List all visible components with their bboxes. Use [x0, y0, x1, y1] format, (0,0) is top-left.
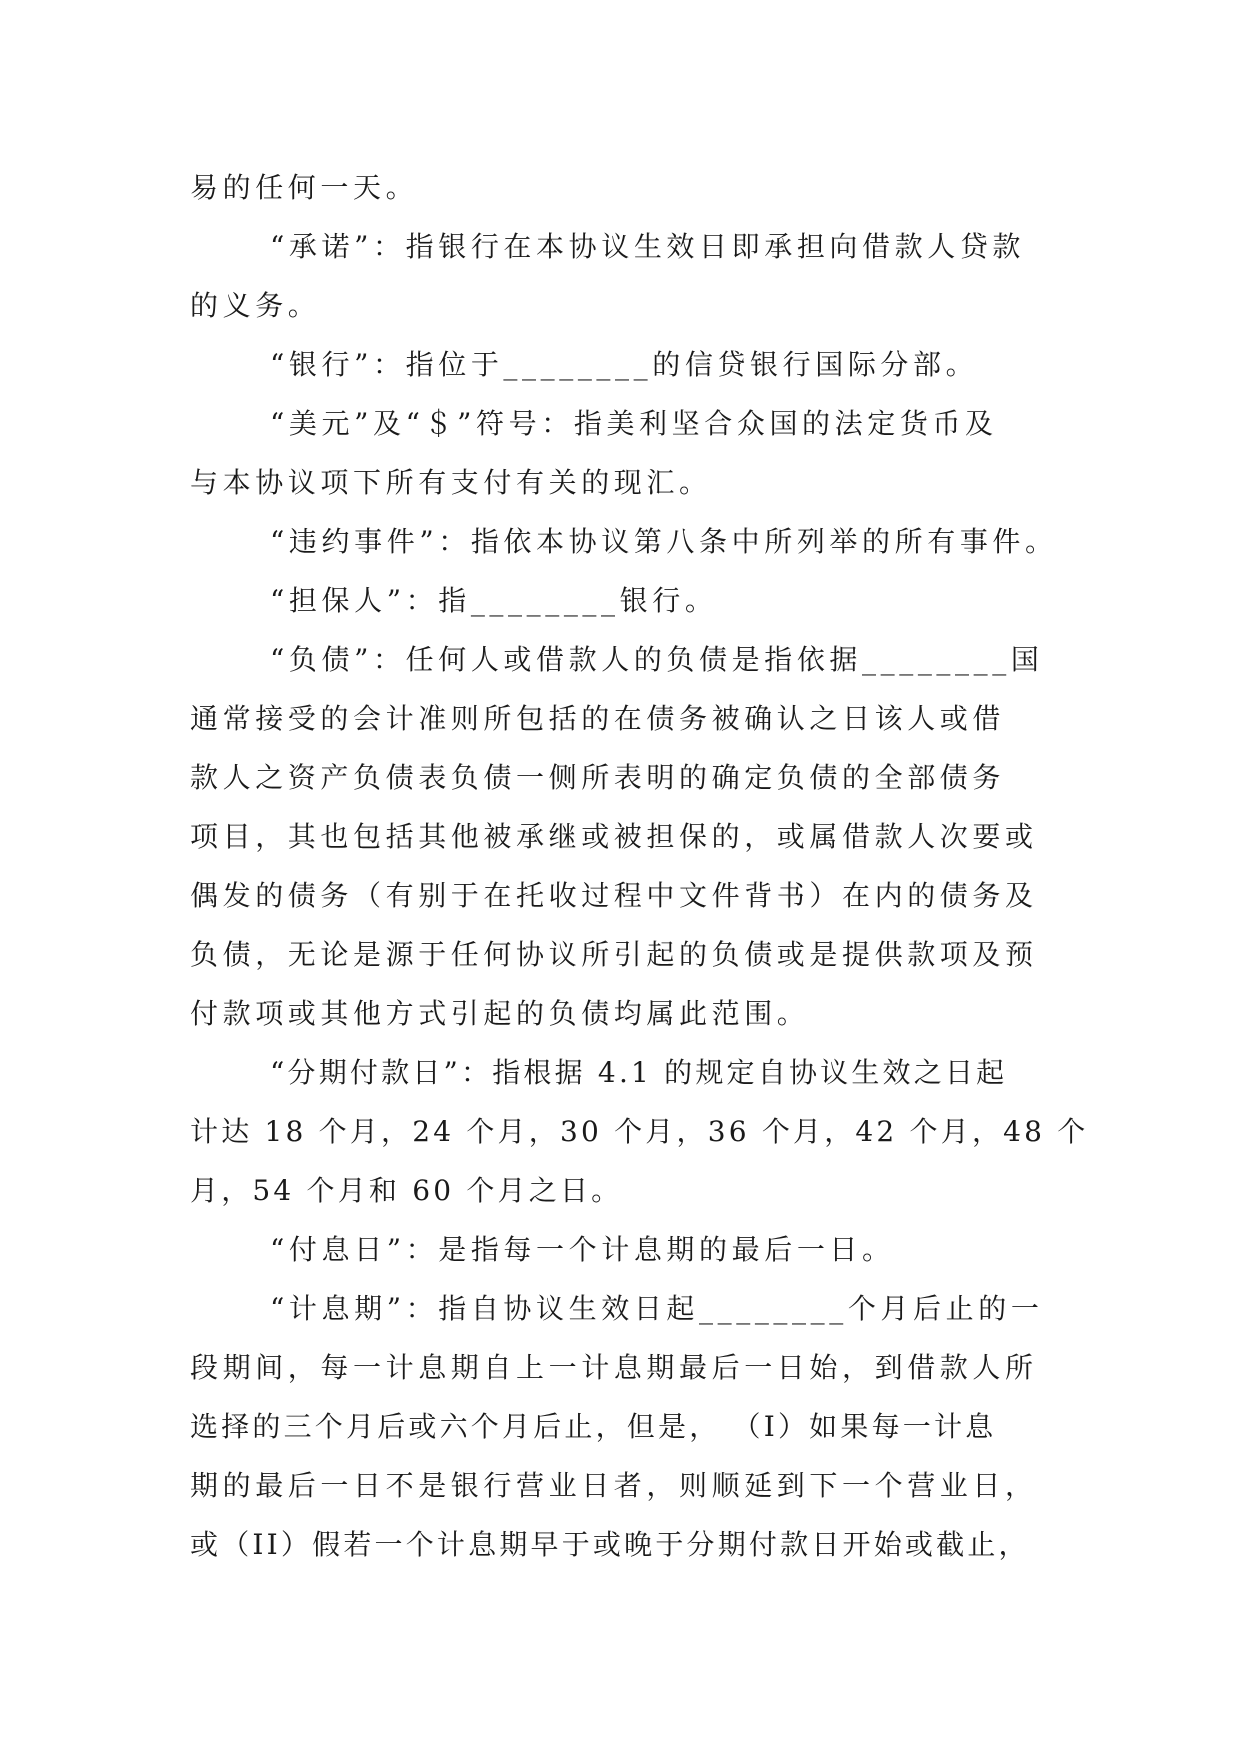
- paragraph-line: 偶发的债务（有别于在托收过程中文件背书）在内的债务及: [190, 879, 1038, 912]
- definition-commitment: “承诺”：指银行在本协议生效日即承担向借款人贷款: [270, 230, 1026, 263]
- paragraph-line: 的义务。: [190, 289, 321, 322]
- definition-guarantor: “担保人”：指________银行。: [270, 584, 718, 617]
- definition-event-of-default: “违约事件”：指依本协议第八条中所列举的所有事件。: [270, 525, 1058, 558]
- definition-bank: “银行”：指位于________的信贷银行国际分部。: [270, 348, 979, 381]
- paragraph-line: 款人之资产负债表负债一侧所表明的确定负债的全部债务: [190, 761, 1006, 794]
- definition-liabilities: “负债”：任何人或借款人的负债是指依据________国: [270, 643, 1044, 676]
- definition-interest-period: “计息期”：指自协议生效日起________个月后止的一: [270, 1292, 1044, 1325]
- paragraph-line: 段期间，每一计息期自上一计息期最后一日始，到借款人所: [190, 1351, 1038, 1384]
- definition-installment-date: “分期付款日”：指根据 4.1 的规定自协议生效之日起: [270, 1056, 1008, 1089]
- paragraph-line: 负债，无论是源于任何协议所引起的负债或是提供款项及预: [190, 938, 1038, 971]
- paragraph-line: 选择的三个月后或六个月后止，但是， （I）如果每一计息: [190, 1410, 997, 1443]
- document-body: [190, 158, 1089, 1574]
- paragraph-line: 易的任何一天。: [190, 171, 419, 204]
- definition-interest-payment-date: “付息日”：是指每一个计息期的最后一日。: [270, 1233, 895, 1266]
- paragraph-line: 月，54 个月和 60 个月之日。: [190, 1174, 623, 1207]
- paragraph-line: 通常接受的会计准则所包括的在债务被确认之日该人或借: [190, 702, 1006, 735]
- paragraph-line: 付款项或其他方式引起的负债均属此范围。: [190, 997, 810, 1030]
- definition-dollar: “美元”及“＄”符号：指美利坚合众国的法定货币及: [270, 407, 998, 440]
- paragraph-line: 期的最后一日不是银行营业日者，则顺延到下一个营业日，: [190, 1469, 1038, 1502]
- paragraph-line: 计达 18 个月，24 个月，30 个月，36 个月，42 个月，48 个: [190, 1115, 1089, 1148]
- paragraph-line: 或（II）假若一个计息期早于或晚于分期付款日开始或截止，: [190, 1528, 1030, 1561]
- paragraph-line: 与本协议项下所有支付有关的现汇。: [190, 466, 712, 499]
- paragraph-line: 项目，其也包括其他被承继或被担保的，或属借款人次要或: [190, 820, 1038, 853]
